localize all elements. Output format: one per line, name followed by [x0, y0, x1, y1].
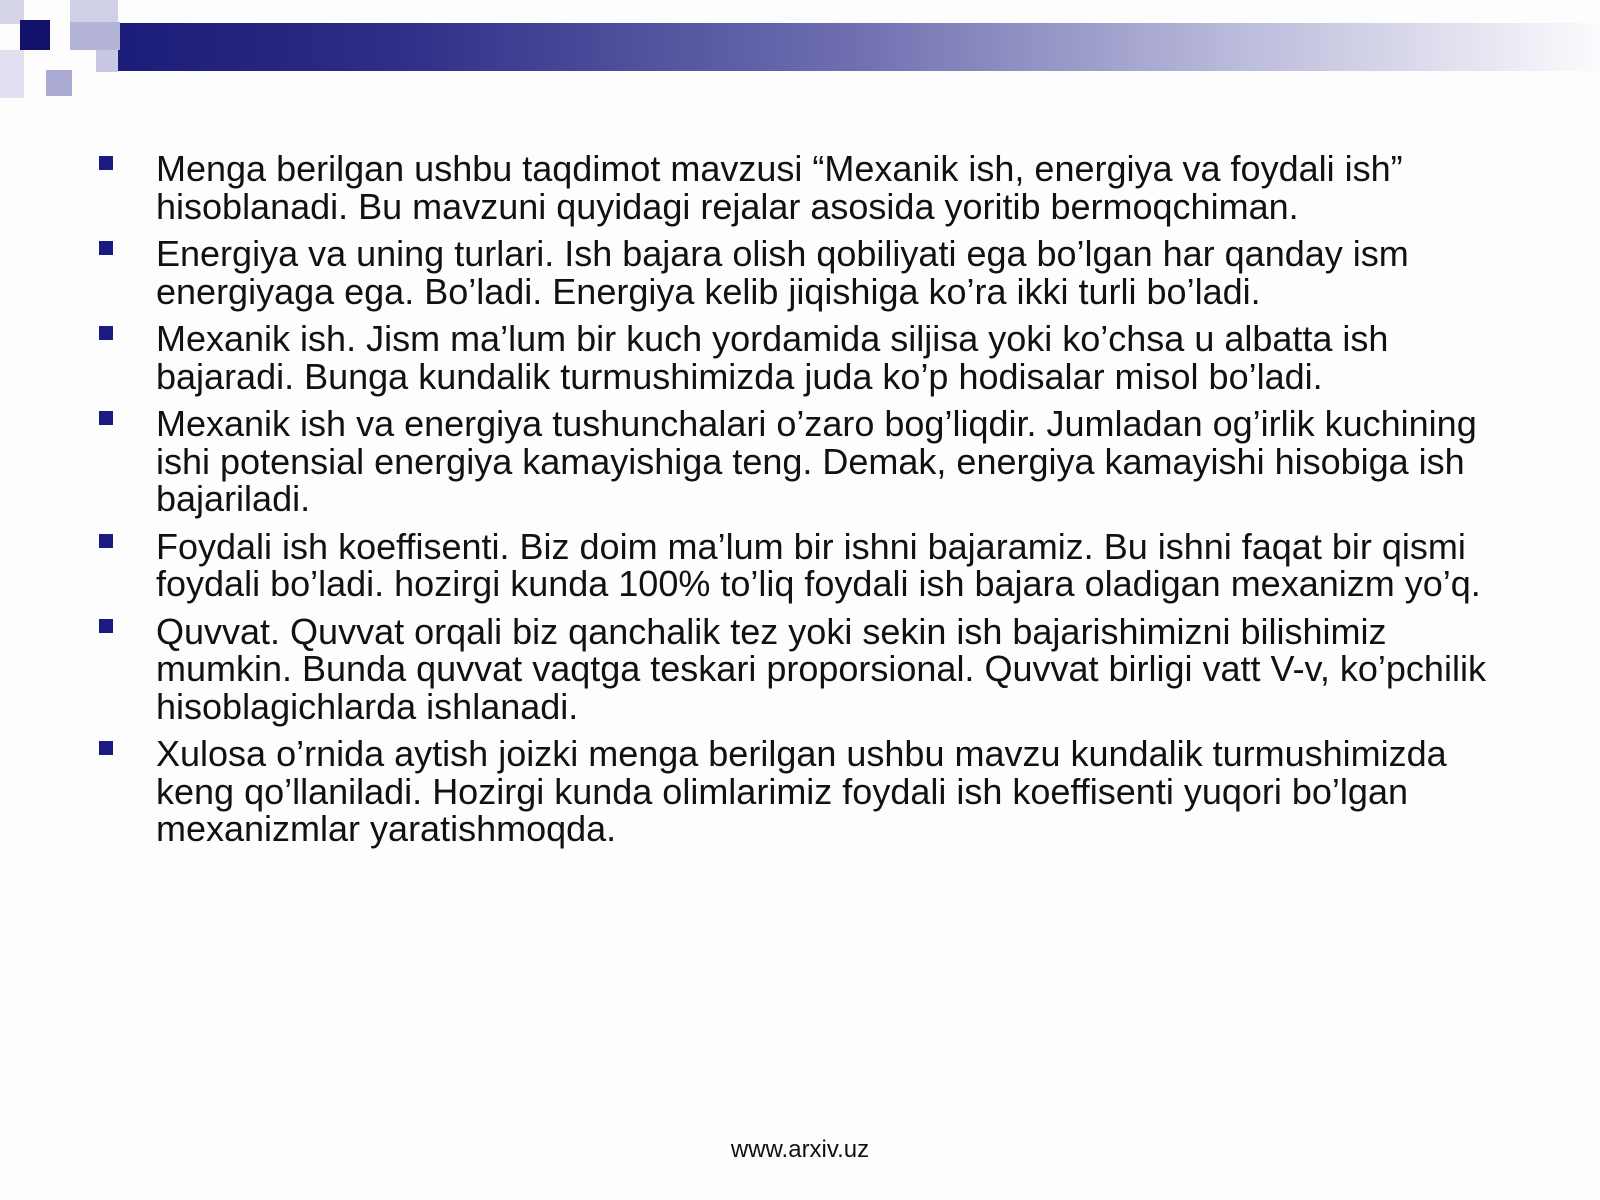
bullet-item — [98, 320, 1498, 395]
decorative-square — [70, 0, 118, 24]
bullet-text: Mexanik ish va energiya tushunchalari o’zaro bog’liqdir. Jumladan og’irlik kuchining ishi potensial energiya kamayishiga teng. Demak, energiya kamayishi hisobiga ish bajariladi. — [156, 403, 1477, 519]
decorative-square — [96, 50, 118, 72]
bullet-text: Foydali ish koeffisenti. Biz doim ma’lum bir ishni bajaramiz. Bu ishni faqat bir qismi foydali bo’ladi. hozirgi kunda 100% to’liq foydali ish bajara oladigan mexanizm yo’q. — [156, 525, 1481, 604]
decorative-square — [0, 50, 24, 98]
bullet-item — [98, 610, 1498, 727]
footer-url[interactable]: www.arxiv.uz — [730, 1136, 870, 1163]
decorative-square — [46, 70, 72, 96]
decorative-square — [70, 22, 120, 50]
bullet-item — [98, 150, 1498, 225]
bullet-item — [98, 405, 1498, 518]
square-bullet-icon — [99, 741, 113, 755]
bullet-text: Menga berilgan ushbu taqdimot mavzusi “Mexanik ish, energiya va foydali ish” hisoblanadi. Bu mavzuni quyidagi rejalar asosida yoritib bermoqchiman. — [156, 148, 1403, 227]
decorative-square — [20, 20, 50, 50]
bullet-item — [98, 235, 1498, 310]
bullet-text: Xulosa o’rnida aytish joizki menga berilgan ushbu mavzu kundalik turmushimizda keng qo’llaniladi. Hozirgi kunda olimlarimiz foydali ish koeffisenti yuqori bo’lgan mexanizmlar yaratishmoqda. — [156, 733, 1447, 849]
square-bullet-icon — [99, 156, 113, 170]
bullet-item — [98, 525, 1498, 604]
bullet-text: Energiya va uning turlari. Ish bajara olish qobiliyati ega bo’lgan har qanday ism energiyaga ega. Bo’ladi. Energiya kelib jiqishiga ko’ra ikki turli bo’ladi. — [156, 233, 1409, 312]
square-bullet-icon — [99, 411, 113, 425]
bullet-list — [98, 150, 1498, 858]
bullet-text: Mexanik ish. Jism ma’lum bir kuch yordamida siljisa yoki ko’chsa u albatta ish bajaradi. Bunga kundalik turmushimizda juda ko’p hodisalar misol bo’ladi. — [156, 318, 1389, 397]
square-bullet-icon — [99, 326, 113, 340]
square-bullet-icon — [99, 241, 113, 255]
square-bullet-icon — [99, 534, 113, 548]
bullet-text: Quvvat. Quvvat orqali biz qanchalik tez yoki sekin ish bajarishimizni bilishimiz mumkin. Bunda quvvat vaqtga teskari proporsional. Quvvat birligi vatt V-v, ko’pchilik hisoblagichlarda ishlanadi. — [156, 610, 1486, 727]
bullet-item — [98, 735, 1498, 848]
header-gradient-bar — [96, 23, 1600, 71]
square-bullet-icon — [99, 619, 113, 633]
